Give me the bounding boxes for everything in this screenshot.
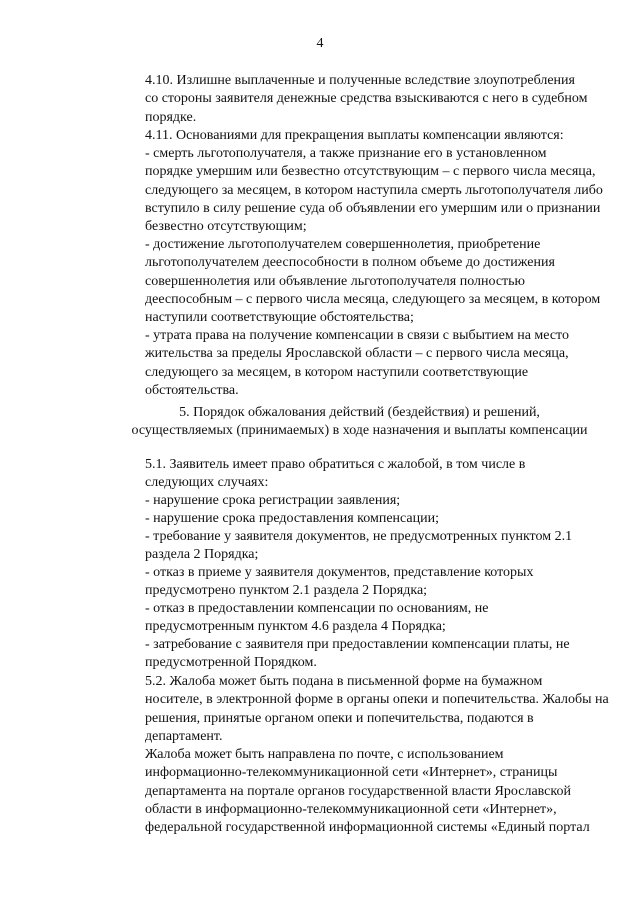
- text-line: предусмотрено пунктом 2.1 раздела 2 Порядка;: [145, 583, 428, 599]
- list-item-documents-refusal: [107, 564, 612, 601]
- text-line: федеральной государственной информационной системы «Единый портал: [145, 820, 590, 836]
- text-line: порядке.: [145, 109, 197, 125]
- text-line: следующего за месяцем, в котором наступила смерть льготополучателя либо: [145, 182, 603, 198]
- text-line: информационно-телекоммуникационной сети «Интернет», страницы: [145, 765, 558, 781]
- list-item-documents-demand: [107, 528, 612, 565]
- text-line: обстоятельства.: [145, 382, 239, 398]
- text-line: - требование у заявителя документов, не предусмотренных пунктом 2.1: [145, 529, 573, 544]
- paragraph-5-2: [107, 673, 612, 746]
- text-line: - утрата права на получение компенсации в связи с выбытием на место: [145, 328, 569, 343]
- text-line: Жалоба может быть направлена по почте, с использованием: [145, 747, 504, 762]
- heading-line: осуществляемых (принимаемых) в ходе назначения и выплаты компенсации: [131, 423, 588, 439]
- text-line: департамент.: [145, 728, 223, 744]
- text-line: - нарушение срока предоставления компенсации;: [145, 511, 439, 526]
- text-line: - достижение льготополучателем совершеннолетия, приобретение: [145, 237, 541, 252]
- text-line: безвестно отсутствующим;: [145, 219, 307, 235]
- text-line: 4.11. Основаниями для прекращения выплаты компенсации являются:: [145, 128, 564, 143]
- list-item-provision-term: [107, 510, 612, 528]
- text-line: решения, принятые органом опеки и попечительства, подаются в: [145, 710, 534, 726]
- text-line: - затребование с заявителя при предоставлении компенсации платы, не: [145, 637, 570, 652]
- heading-line: 5. Порядок обжалования действий (бездействия) и решений,: [179, 405, 540, 420]
- text-line: порядке умершим или безвестно отсутствующим – с первого числа месяца,: [145, 164, 596, 180]
- paragraph-4-11: [107, 127, 612, 145]
- text-line: следующего за месяцем, в котором наступили соответствующие: [145, 364, 529, 380]
- list-item-relocation: [107, 327, 612, 400]
- text-line: со стороны заявителя денежные средства взыскиваются с него в судебном: [145, 91, 588, 107]
- text-line: дееспособным – с первого числа месяца, следующего за месяцем, в котором: [145, 291, 601, 307]
- text-line: - отказ в приеме у заявителя документов, представление которых: [145, 565, 534, 580]
- text-line: раздела 2 Порядка;: [145, 547, 259, 563]
- paragraph-5-1: [107, 456, 612, 493]
- text-line: 5.1. Заявитель имеет право обратиться с жалобой, в том числе в: [145, 457, 526, 472]
- section-5-heading: [107, 404, 612, 441]
- text-line: наступили соответствующие обстоятельства;: [145, 310, 414, 326]
- text-line: льготополучателем дееспособности в полном объеме до достижения: [145, 255, 555, 271]
- list-item-death: [107, 145, 612, 236]
- text-line: носителе, в электронной форме в органы опеки и попечительства. Жалобы на: [145, 692, 609, 708]
- text-line: 5.2. Жалоба может быть подана в письменной форме на бумажном: [145, 674, 543, 689]
- list-item-majority: [107, 236, 612, 327]
- text-line: области в информационно-телекоммуникационной сети «Интернет»,: [145, 801, 557, 817]
- text-line: - отказ в предоставлении компенсации по основаниям, не: [145, 601, 489, 616]
- page-number: 4: [316, 36, 324, 51]
- list-item-fee-demand: [107, 636, 612, 673]
- paragraph-4-10: [107, 72, 612, 127]
- text-line: 4.10. Излишне выплаченные и полученные вследствие злоупотребления: [145, 73, 575, 88]
- text-line: вступило в силу решение суда об объявлении его умершим или о признании: [145, 200, 601, 216]
- text-line: - нарушение срока регистрации заявления;: [145, 493, 401, 508]
- text-line: жительства за пределы Ярославской области – с первого числа месяца,: [145, 346, 569, 362]
- text-line: следующих случаях:: [145, 475, 269, 491]
- text-line: предусмотренной Порядком.: [145, 655, 317, 671]
- text-line: департамента на портале органов государственной власти Ярославской: [145, 783, 571, 799]
- list-item-registration: [107, 492, 612, 510]
- text-line: предусмотренным пунктом 4.6 раздела 4 Порядка;: [145, 619, 446, 635]
- list-item-compensation-refusal: [107, 600, 612, 637]
- text-line: совершеннолетия или объявление льготополучателя полностью: [145, 273, 526, 289]
- text-line: - смерть льготополучателя, а также признание его в установленном: [145, 146, 547, 161]
- paragraph-complaint-channels: [107, 746, 612, 837]
